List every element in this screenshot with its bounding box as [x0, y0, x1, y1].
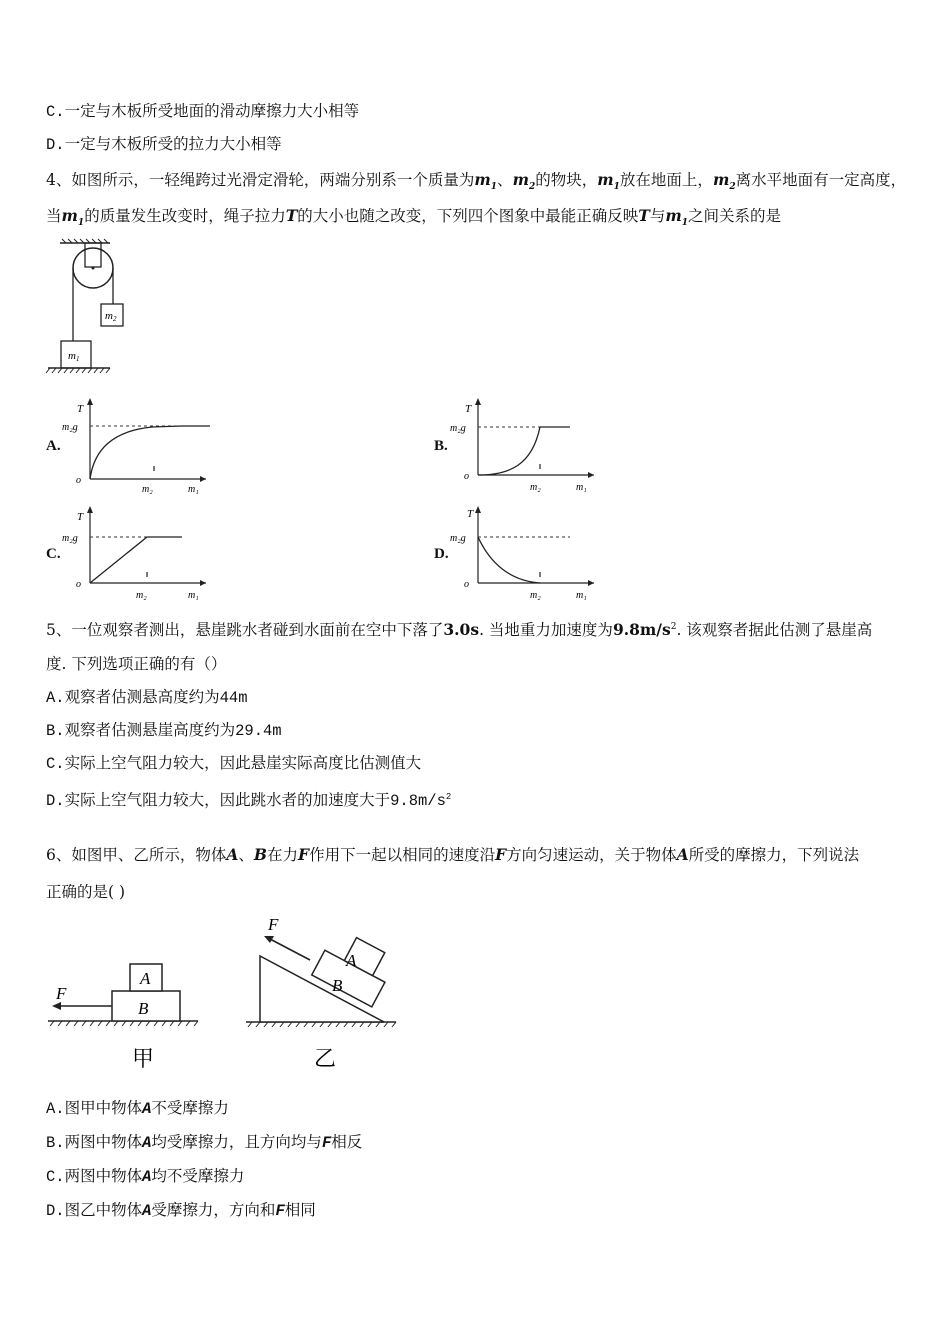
svg-text:m₂: m₂ — [530, 482, 541, 493]
svg-text:o: o — [464, 579, 469, 590]
svg-text:m₂g: m₂g — [62, 422, 78, 433]
q4-graph-b — [450, 395, 600, 497]
block-a-label: A — [140, 969, 151, 988]
svg-text:T: T — [467, 508, 474, 520]
svg-text:T: T — [77, 511, 84, 523]
block-b-label: B — [138, 999, 149, 1018]
q5-option-c: C.实际上空气阻力较大，因此悬崖实际高度比估测值大 — [46, 755, 422, 773]
q5-option-b: B.观察者估测悬崖高度约为29.4m — [46, 722, 282, 740]
svg-text:m₁: m₁ — [576, 482, 587, 493]
q4-graph-a — [62, 395, 212, 497]
svg-text:m₂g: m₂g — [450, 533, 466, 544]
svg-text:o: o — [76, 475, 81, 486]
q4-option-c-label: C. — [46, 546, 61, 562]
m1-block-label: m1 — [68, 350, 80, 363]
svg-text:m₁: m₁ — [188, 484, 199, 495]
svg-text:m₁: m₁ — [576, 590, 587, 601]
q6-stem-line1: 6、如图甲、乙所示，物体A、B在力F作用下一起以相同的速度沿F方向匀速运动，关于物体A所受的摩擦力，下列说法 — [46, 845, 860, 864]
figure-jia-caption: 甲 — [132, 1046, 155, 1071]
q4-stem-line2: 当$m_1$的质量发生改变时，绳子拉力T的大小也随之改变，下列四个图象中最能正确反映T与$m_1$之间关系的是 — [46, 206, 782, 229]
q4-graph-c — [62, 503, 212, 605]
svg-text:T: T — [77, 403, 84, 415]
force-f-label-yi: F — [268, 915, 279, 934]
q4-stem-line1: 4、如图所示，一轻绳跨过光滑定滑轮，两端分别系一个质量为$m_1$、$m_2$的物块，$m_1$放在地面上，$m_2$离水平地面有一定高度， — [46, 170, 907, 193]
q3-option-c: C.一定与木板所受地面的滑动摩擦力大小相等 — [46, 103, 360, 121]
pulley-diagram — [44, 238, 144, 378]
q5-option-a: A.观察者估测悬高度约为44m — [46, 689, 248, 707]
q4-option-a-label: A. — [46, 438, 61, 454]
svg-text:T: T — [465, 403, 472, 415]
q6-option-a: A.图甲中物体A不受摩擦力 — [46, 1100, 229, 1118]
q5-stem-line1: 5、一位观察者测出，悬崖跳水者碰到水面前在空中下落了3.0s. 当地重力加速度为$9.8m/s^2$. 该观察者据此估测了悬崖高 — [46, 620, 873, 640]
block-b-label-yi: B — [332, 976, 343, 995]
force-f-label: F — [56, 984, 67, 1003]
svg-text:m₂: m₂ — [136, 590, 147, 601]
svg-text:m₂g: m₂g — [450, 423, 466, 434]
svg-text:o: o — [76, 579, 81, 590]
figure-jia — [44, 958, 204, 1073]
q6-option-c: C.两图中物体A均不受摩擦力 — [46, 1168, 245, 1186]
q5-option-d: D.实际上空气阻力较大，因此跳水者的加速度大于$9.8m/s^2$ — [46, 792, 452, 811]
svg-text:m₂g: m₂g — [62, 533, 78, 544]
figure-yi-caption: 乙 — [314, 1046, 337, 1071]
q6-stem-line2: 正确的是( ) — [46, 883, 126, 901]
q3-option-d: D.一定与木板所受的拉力大小相等 — [46, 136, 282, 154]
figure-yi — [244, 908, 404, 1073]
svg-text:m₂: m₂ — [142, 484, 153, 495]
svg-text:o: o — [464, 471, 469, 482]
q4-option-d-label: D. — [434, 546, 449, 562]
q5-stem-line2: 度. 下列选项正确的有（） — [46, 655, 227, 673]
svg-text:m₁: m₁ — [188, 590, 199, 601]
block-a-label-yi: A — [346, 951, 357, 970]
q4-option-b-label: B. — [434, 438, 448, 454]
q6-option-d: D.图乙中物体A受摩擦力，方向和F相同 — [46, 1202, 316, 1220]
q6-option-b: B.两图中物体A均受摩擦力，且方向均与F相反 — [46, 1134, 363, 1152]
q4-graph-d — [450, 503, 600, 605]
m2-block-label: m2 — [105, 310, 117, 323]
svg-text:m₂: m₂ — [530, 590, 541, 601]
